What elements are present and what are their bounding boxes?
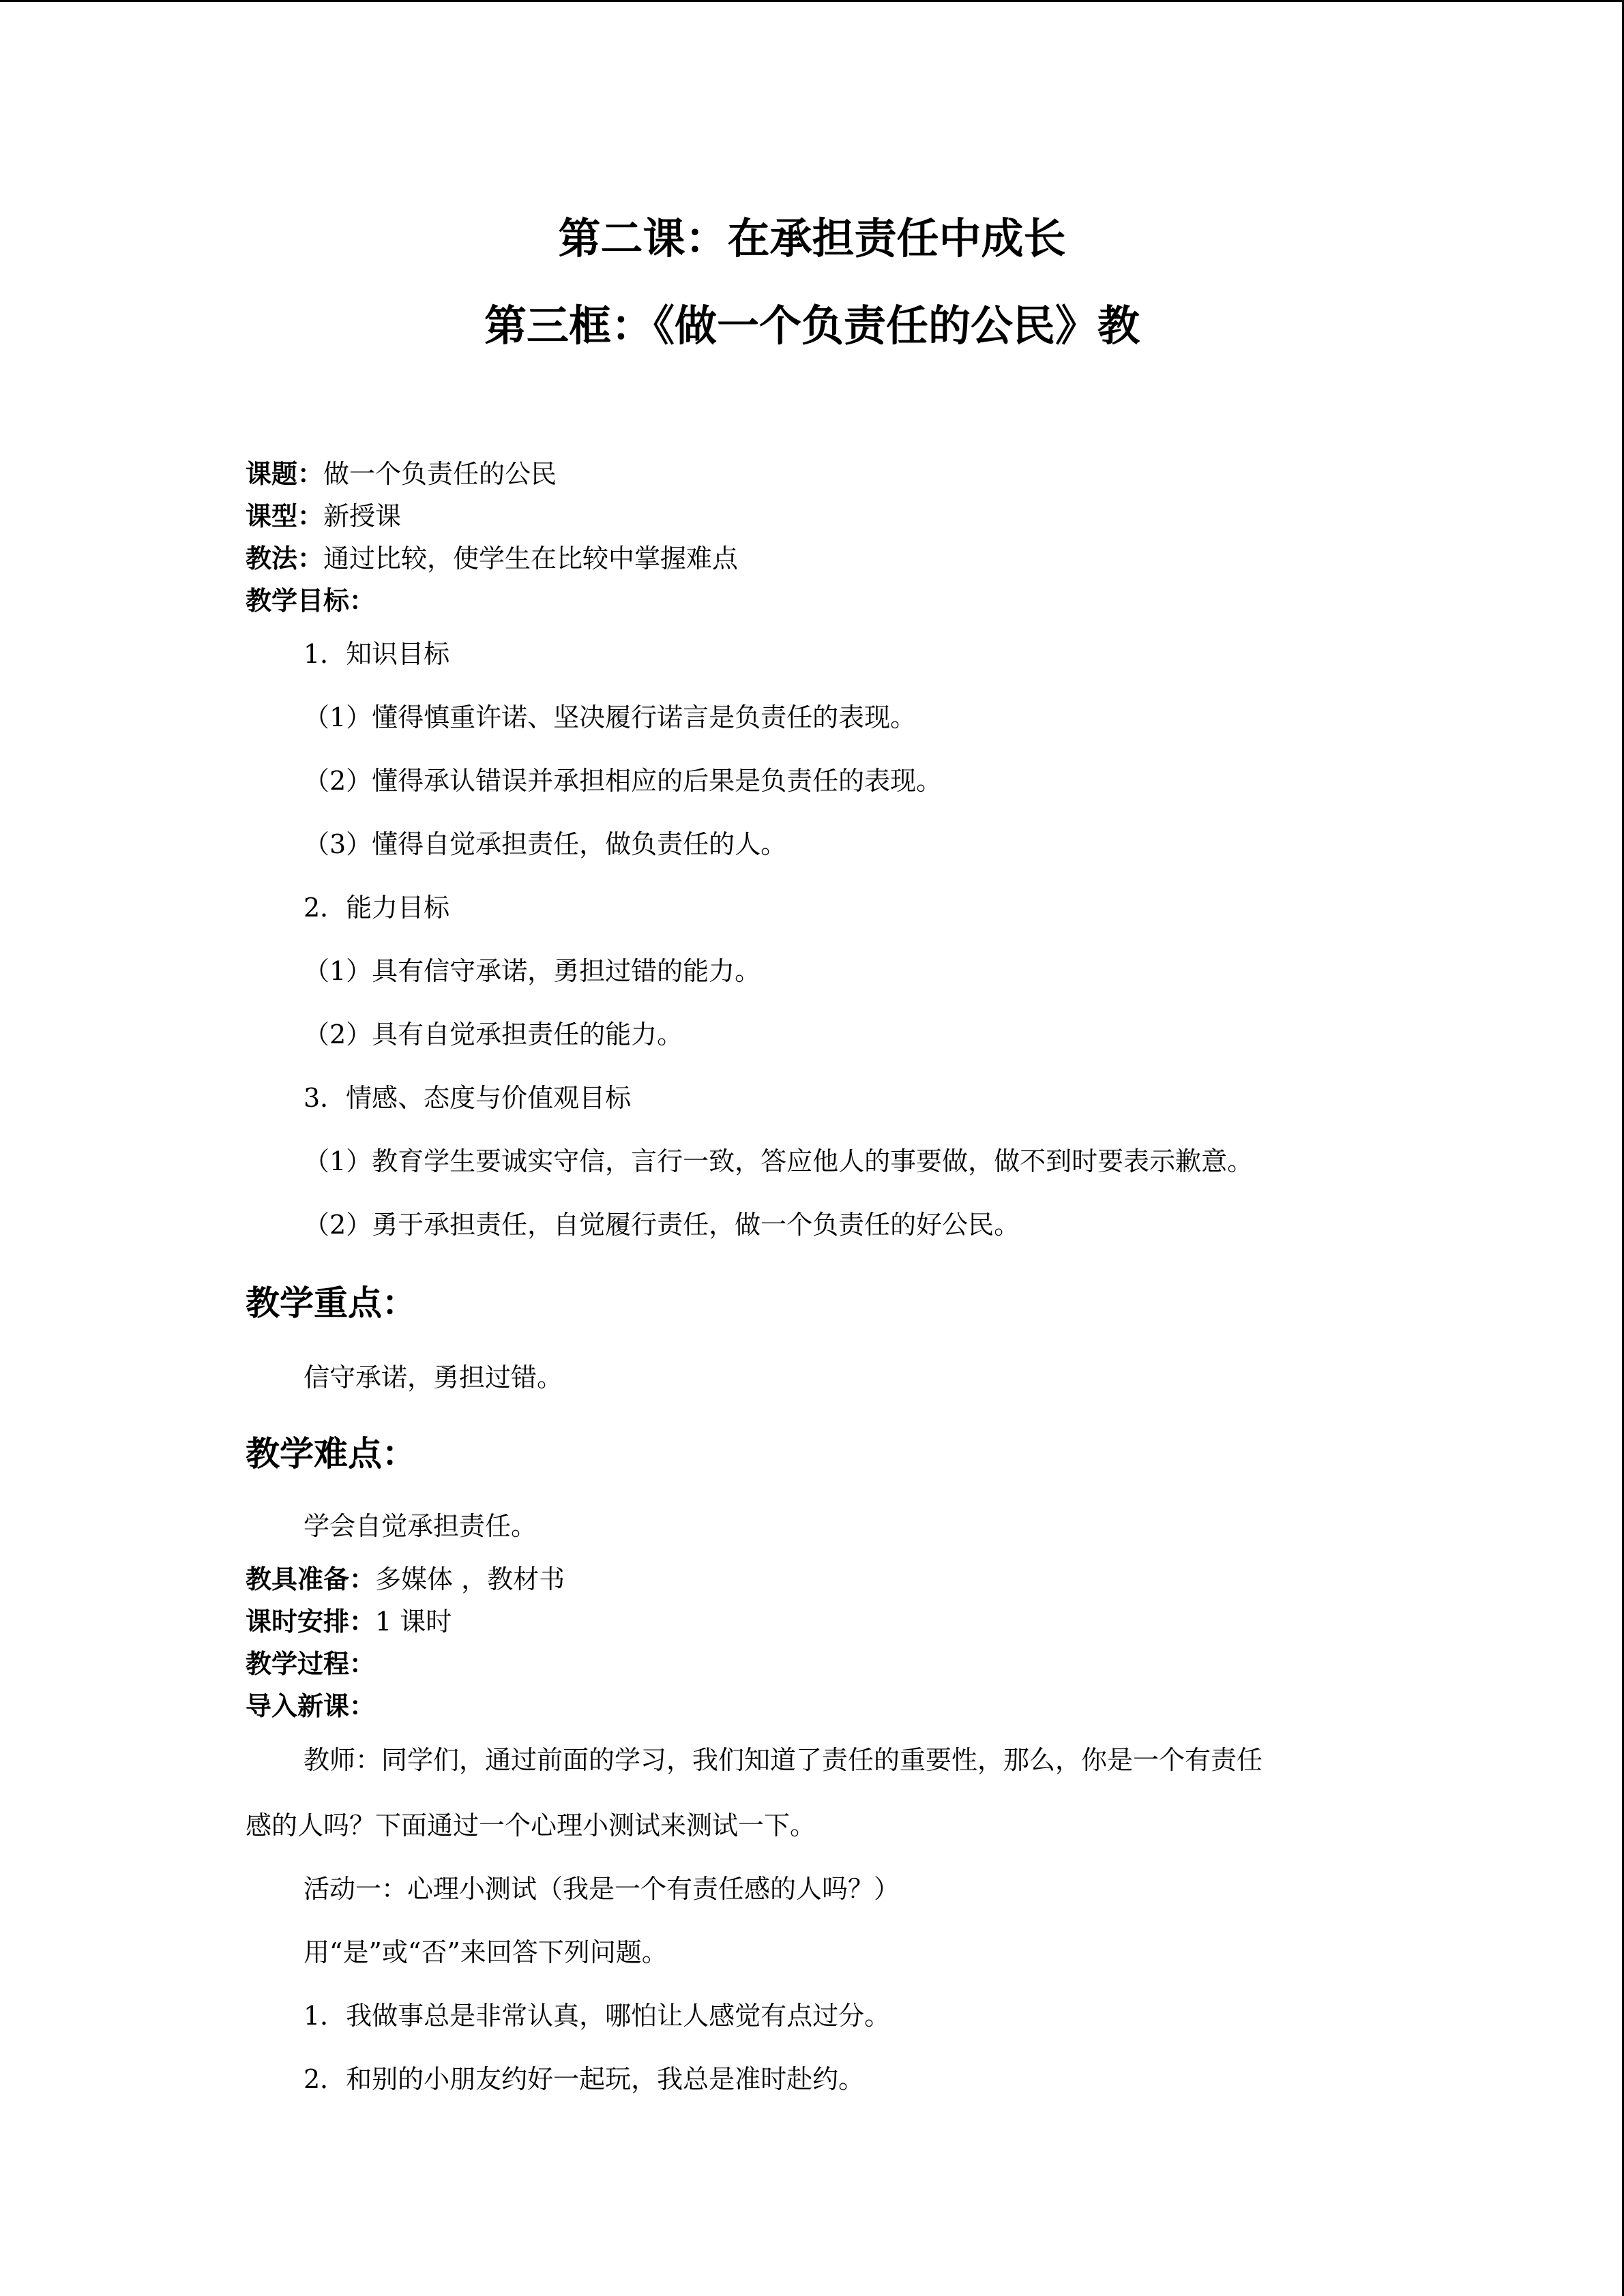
type-label: 课型： xyxy=(246,501,324,531)
quiz-question: 1．我做事总是非常认真，哪怕让人感觉有点过分。 xyxy=(304,2001,891,2031)
method-value: 通过比较，使学生在比较中掌握难点 xyxy=(323,543,739,573)
emotion-goal-title: 3．情感、态度与价值观目标 xyxy=(304,1083,632,1113)
topic-label: 课题： xyxy=(246,459,324,489)
difficulties-text: 学会自觉承担责任。 xyxy=(304,1511,537,1541)
knowledge-goal-title: 1．知识目标 xyxy=(304,639,450,669)
ability-goal-item: （2）具有自觉承担责任的能力。 xyxy=(304,1019,683,1049)
difficulties-heading: 教学难点： xyxy=(246,1434,416,1474)
topic-value: 做一个负责任的公民 xyxy=(323,459,557,489)
goals-row xyxy=(246,584,375,617)
process-row xyxy=(246,1648,375,1680)
key-points-text: 信守承诺，勇担过错。 xyxy=(304,1362,563,1392)
topic-row xyxy=(246,458,557,490)
teacher-intro-line: 教师：同学们，通过前面的学习，我们知道了责任的重要性，那么，你是一个有责任 xyxy=(304,1745,1263,1775)
knowledge-goal-item: （3）懂得自觉承担责任，做负责任的人。 xyxy=(304,829,787,859)
type-row xyxy=(246,500,401,533)
ability-goal-title: 2．能力目标 xyxy=(304,893,450,923)
ability-goal-item: （1）具有信守承诺，勇担过错的能力。 xyxy=(304,956,761,986)
key-points-heading: 教学重点： xyxy=(246,1283,416,1323)
process-label: 教学过程： xyxy=(246,1649,376,1679)
knowledge-goal-item: （1）懂得慎重许诺、坚决履行诺言是负责任的表现。 xyxy=(304,702,917,732)
tools-label: 教具准备： xyxy=(246,1564,376,1594)
hours-label: 课时安排： xyxy=(246,1607,376,1637)
frame-title: 第三框：《做一个负责任的公民》教 xyxy=(484,301,1140,351)
quiz-question: 2．和别的小朋友约好一起玩，我总是准时赴约。 xyxy=(304,2064,865,2094)
emotion-goal-item: （1）教育学生要诚实守信，言行一致，答应他人的事要做，做不到时要表示歉意。 xyxy=(304,1146,1254,1176)
type-value: 新授课 xyxy=(323,501,402,531)
method-label: 教法： xyxy=(246,543,324,573)
teacher-intro-line: 感的人吗？下面通过一个心理小测试来测试一下。 xyxy=(246,1810,816,1840)
hours-value: 1 课时 xyxy=(375,1607,452,1637)
intro-row xyxy=(246,1690,375,1723)
activity-title: 活动一：心理小测试（我是一个有责任感的人吗？） xyxy=(304,1874,900,1904)
emotion-goal-item: （2）勇于承担责任，自觉履行责任，做一个负责任的好公民。 xyxy=(304,1210,1020,1240)
tools-value: 多媒体 ，教材书 xyxy=(375,1564,565,1594)
activity-instruction: 用“是”或“否”来回答下列问题。 xyxy=(304,1937,668,1967)
lesson-title: 第二课：在承担责任中成长 xyxy=(558,213,1066,263)
knowledge-goal-item: （2）懂得承认错误并承担相应的后果是负责任的表现。 xyxy=(304,766,943,796)
page-top-border xyxy=(0,0,1624,2)
method-row xyxy=(246,542,738,575)
tools-row xyxy=(246,1563,565,1596)
hours-row xyxy=(246,1605,452,1638)
goals-label: 教学目标： xyxy=(246,586,376,616)
intro-label: 导入新课： xyxy=(246,1691,376,1721)
